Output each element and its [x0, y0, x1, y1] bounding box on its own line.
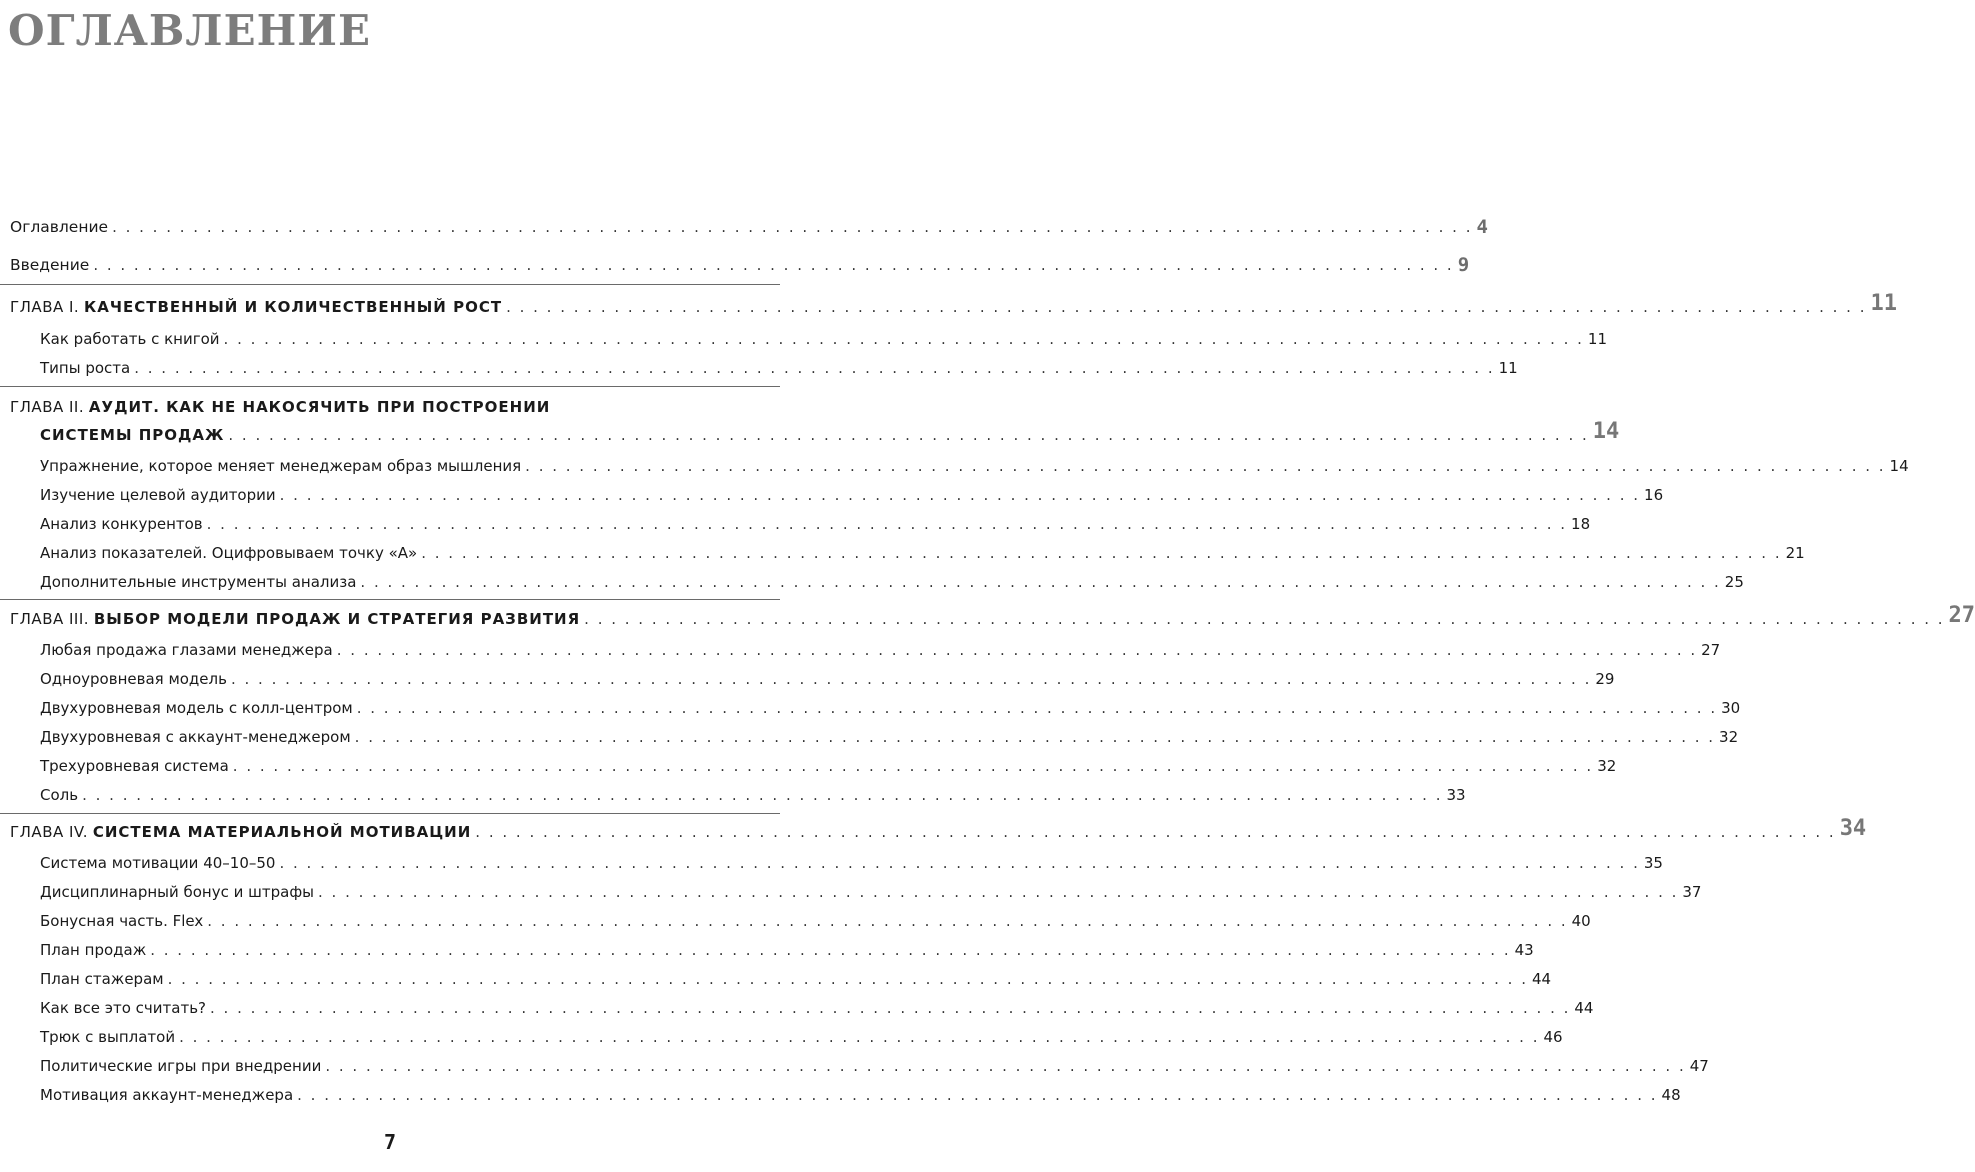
section-label: Изучение целевой аудитории	[40, 486, 276, 504]
dot-leader: . . . . . . . . . . . . . . . . . . . . . . . . . . . . . . . . . . . . . . . . . . . . . . . . . . . . . . . . . . . . . . . . . . . . . . . . . . . . . . . . . . . . . . . . . . . . . . . . . . . . .	[82, 786, 1443, 804]
section-page: 35	[1643, 854, 1663, 872]
dot-leader: . . . . . . . . . . . . . . . . . . . . . . . . . . . . . . . . . . . . . . . . . . . . . . . . . . . . . . . . . . . . . . . . . . . . . . . . . . . . . . . . . . . . . . . . . . . . . . . . . . . . .	[167, 970, 1528, 988]
toc-section[interactable]	[0, 1022, 1563, 1046]
section-label: Любая продажа глазами менеджера	[40, 641, 333, 659]
toc-entry-page: 4	[1476, 216, 1488, 238]
dot-leader: . . . . . . . . . . . . . . . . . . . . . . . . . . . . . . . . . . . . . . . . . . . . . . . . . . . . . . . . . . . . . . . . . . . . . . . . . . . . . . . . . . . . . . . . . . . . . . . . . . . . .	[232, 757, 1594, 775]
section-label: Мотивация аккаунт-менеджера	[40, 1086, 294, 1104]
dot-leader: . . . . . . . . . . . . . . . . . . . . . . . . . . . . . . . . . . . . . . . . . . . . . . . . . . . . . . . . . . . . . . . . . . . . . . . . . . . . . . . . . . . . . . . . . . . . . . . . . . . . .	[223, 330, 1584, 348]
dot-leader: . . . . . . . . . . . . . . . . . . . . . . . . . . . . . . . . . . . . . . . . . . . . . . . . . . . . . . . . . . . . . . . . . . . . . . . . . . . . . . . . . . . . . . . . . . . . . . . . . . . . .	[279, 854, 1640, 872]
section-page: 47	[1689, 1057, 1709, 1075]
chapter-title: СИСТЕМА МАТЕРИАЛЬНОЙ МОТИВАЦИИ	[92, 823, 472, 841]
section-page: 43	[1514, 941, 1534, 959]
dot-leader: . . . . . . . . . . . . . . . . . . . . . . . . . . . . . . . . . . . . . . . . . . . . . . . . . . . . . . . . . . . . . . . . . . . . . . . . . . . . . . . . . . . . . . . . . . . . . . . . . . . . .	[228, 426, 1589, 444]
section-label: Одноуровневая модель	[40, 670, 227, 688]
section-label: План продаж	[40, 941, 147, 959]
chapter-title: АУДИТ. КАК НЕ НАКОСЯЧИТЬ ПРИ ПОСТРОЕНИИ	[88, 398, 551, 416]
toc-chapter-2[interactable]	[0, 419, 1620, 444]
toc-entry-label: Введение	[10, 256, 90, 274]
section-page: 14	[1889, 457, 1909, 475]
toc-section[interactable]	[0, 877, 1702, 901]
dot-leader: . . . . . . . . . . . . . . . . . . . . . . . . . . . . . . . . . . . . . . . . . . . . . . . . . . . . . . . . . . . . . . . . . . . . . . . . . . . . . . . . . . . . . . . . . . . . . . . . . . . . .	[336, 641, 1698, 659]
dot-leader: . . . . . . . . . . . . . . . . . . . . . . . . . . . . . . . . . . . . . . . . . . . . . . . . . . . . . . . . . . . . . . . . . . . . . . . . . . . . . . . . . . . . . . . . . . . . . . . . . . . . .	[475, 823, 1836, 841]
toc-section[interactable]	[0, 1051, 1709, 1075]
dot-leader: . . . . . . . . . . . . . . . . . . . . . . . . . . . . . . . . . . . . . . . . . . . . . . . . . . . . . . . . . . . . . . . . . . . . . . . . . . . . . . . . . . . . . . . . . . . . . . . . . . . . .	[325, 1057, 1686, 1075]
section-label: Политические игры при внедрении	[40, 1057, 322, 1075]
section-page: 25	[1724, 573, 1744, 591]
section-label: Упражнение, которое меняет менеджерам образ мышления	[40, 457, 522, 475]
dot-leader: . . . . . . . . . . . . . . . . . . . . . . . . . . . . . . . . . . . . . . . . . . . . . . . . . . . . . . . . . . . . . . . . . . . . . . . . . . . . . . . . . . . . . . . . . . . . . . . . . . . . .	[354, 728, 1716, 746]
dot-leader: . . . . . . . . . . . . . . . . . . . . . . . . . . . . . . . . . . . . . . . . . . . . . . . . . . . . . . . . . . . . . . . . . . . . . . . . . . . . . . . . . . . . . . . . . . . . . . . . . . . . .	[150, 941, 1511, 959]
toc-section[interactable]	[0, 722, 1739, 746]
dot-leader: . . . . . . . . . . . . . . . . . . . . . . . . . . . . . . . . . . . . . . . . . . . . . . . . . . . . . . . . . . . . . . . . . . . . . . . . . . . . . . . . . . . . . . . . . . . . . . . . . . . . .	[112, 218, 1473, 236]
section-label: Типы роста	[40, 359, 131, 377]
dot-leader: . . . . . . . . . . . . . . . . . . . . . . . . . . . . . . . . . . . . . . . . . . . . . . . . . . . . . . . . . . . . . . . . . . . . . . . . . . . . . . . . . . . . . . . . . . . . . . . . . . . . .	[356, 699, 1718, 717]
dot-leader: . . . . . . . . . . . . . . . . . . . . . . . . . . . . . . . . . . . . . . . . . . . . . . . . . . . . . . . . . . . . . . . . . . . . . . . . . . . . . . . . . . . . . . . . . . . . . . . . . . . . .	[421, 544, 1782, 562]
chapter-page: 14	[1592, 419, 1620, 444]
toc-entry-contents[interactable]	[0, 212, 1488, 238]
dot-leader: . . . . . . . . . . . . . . . . . . . . . . . . . . . . . . . . . . . . . . . . . . . . . . . . . . . . . . . . . . . . . . . . . . . . . . . . . . . . . . . . . . . . . . . . . . . . . . . . . . . . .	[525, 457, 1886, 475]
page-title: ОГЛАВЛЕНИЕ	[8, 6, 371, 55]
chapter-divider	[0, 284, 780, 285]
toc-entry-page: 9	[1457, 254, 1470, 276]
section-page: 30	[1721, 699, 1741, 717]
toc-section[interactable]	[0, 693, 1741, 717]
page-number: 7	[383, 1130, 397, 1154]
dot-leader: . . . . . . . . . . . . . . . . . . . . . . . . . . . . . . . . . . . . . . . . . . . . . . . . . . . . . . . . . . . . . . . . . . . . . . . . . . . . . . . . . . . . . . . . . . . . . . . . . . . . .	[230, 670, 1592, 688]
section-label: Как работать с книгой	[40, 330, 220, 348]
toc-chapter-2-line1[interactable]	[0, 392, 780, 416]
chapter-title-continued: СИСТЕМЫ ПРОДАЖ	[40, 426, 225, 444]
section-label: Трехуровневая система	[40, 757, 229, 775]
section-page: 44	[1574, 999, 1594, 1017]
toc-chapter-1[interactable]	[0, 291, 1897, 316]
toc-section[interactable]	[0, 1080, 1681, 1104]
section-page: 11	[1498, 359, 1518, 377]
section-label: Анализ конкурентов	[40, 515, 203, 533]
section-page: 18	[1571, 515, 1591, 533]
section-label: Соль	[40, 786, 79, 804]
toc-section[interactable]	[0, 353, 1518, 377]
chapter-number: ГЛАВА I.	[10, 298, 80, 316]
toc-section[interactable]	[0, 751, 1617, 775]
chapter-number: ГЛАВА II.	[10, 398, 85, 416]
toc-section[interactable]	[0, 964, 1552, 988]
chapter-title: КАЧЕСТВЕННЫЙ И КОЛИЧЕСТВЕННЫЙ РОСТ	[83, 298, 503, 316]
toc-section[interactable]	[0, 635, 1721, 659]
toc-section[interactable]	[0, 567, 1744, 591]
section-label: Дисциплинарный бонус и штрафы	[40, 883, 314, 901]
dot-leader: . . . . . . . . . . . . . . . . . . . . . . . . . . . . . . . . . . . . . . . . . . . . . . . . . . . . . . . . . . . . . . . . . . . . . . . . . . . . . . . . . . . . . . . . . . . . . . . . . . . . .	[179, 1028, 1540, 1046]
section-page: 21	[1785, 544, 1805, 562]
section-label: Двухуровневая с аккаунт-менеджером	[40, 728, 351, 746]
toc-section[interactable]	[0, 480, 1664, 504]
toc-section[interactable]	[0, 993, 1594, 1017]
section-label: Двухуровневая модель с колл-центром	[40, 699, 353, 717]
toc-section[interactable]	[0, 664, 1615, 688]
toc-chapter-4[interactable]	[0, 816, 1867, 841]
section-page: 37	[1682, 883, 1702, 901]
chapter-page: 34	[1839, 816, 1867, 841]
chapter-number: ГЛАВА III.	[10, 610, 90, 628]
dot-leader: . . . . . . . . . . . . . . . . . . . . . . . . . . . . . . . . . . . . . . . . . . . . . . . . . . . . . . . . . . . . . . . . . . . . . . . . . . . . . . . . . . . . . . . . . . . . . . . . . . . . .	[210, 999, 1571, 1017]
toc-section[interactable]	[0, 538, 1805, 562]
chapter-heading	[0, 823, 471, 841]
chapter-heading	[0, 610, 580, 628]
dot-leader: . . . . . . . . . . . . . . . . . . . . . . . . . . . . . . . . . . . . . . . . . . . . . . . . . . . . . . . . . . . . . . . . . . . . . . . . . . . . . . . . . . . . . . . . . . . . . . . . . . . . .	[207, 912, 1568, 930]
toc-section[interactable]	[0, 451, 1909, 475]
chapter-title: ВЫБОР МОДЕЛИ ПРОДАЖ И СТРАТЕГИЯ РАЗВИТИЯ	[93, 610, 581, 628]
toc-section[interactable]	[0, 906, 1591, 930]
section-page: 44	[1531, 970, 1552, 988]
section-label: Система мотивации 40–10–50	[40, 854, 276, 872]
section-label: Анализ показателей. Оцифровываем точку «А»	[40, 544, 418, 562]
section-page: 29	[1595, 670, 1615, 688]
dot-leader: . . . . . . . . . . . . . . . . . . . . . . . . . . . . . . . . . . . . . . . . . . . . . . . . . . . . . . . . . . . . . . . . . . . . . . . . . . . . . . . . . . . . . . . . . . . . . . . . . . . . .	[584, 610, 1945, 628]
chapter-heading	[10, 398, 550, 416]
section-page: 40	[1571, 912, 1591, 930]
section-label: Дополнительные инструменты анализа	[40, 573, 357, 591]
dot-leader: . . . . . . . . . . . . . . . . . . . . . . . . . . . . . . . . . . . . . . . . . . . . . . . . . . . . . . . . . . . . . . . . . . . . . . . . . . . . . . . . . . . . . . . . . . . . . . . . . . . . .	[360, 573, 1721, 591]
chapter-heading	[0, 298, 502, 316]
chapter-page: 27	[1948, 603, 1975, 628]
toc-section[interactable]	[0, 509, 1591, 533]
toc-entry-label: Оглавление	[10, 218, 109, 236]
chapter-divider	[0, 599, 780, 600]
toc-section[interactable]	[0, 324, 1608, 348]
chapter-divider	[0, 386, 780, 387]
section-page: 16	[1644, 486, 1664, 504]
dot-leader: . . . . . . . . . . . . . . . . . . . . . . . . . . . . . . . . . . . . . . . . . . . . . . . . . . . . . . . . . . . . . . . . . . . . . . . . . . . . . . . . . . . . . . . . . . . . . . . . . . . . .	[318, 883, 1679, 901]
section-label: План стажерам	[40, 970, 164, 988]
section-page: 46	[1543, 1028, 1563, 1046]
toc-section[interactable]	[0, 935, 1534, 959]
section-page: 11	[1587, 330, 1608, 348]
toc-section[interactable]	[0, 780, 1466, 804]
chapter-divider	[0, 813, 780, 814]
section-page: 27	[1701, 641, 1721, 659]
dot-leader: . . . . . . . . . . . . . . . . . . . . . . . . . . . . . . . . . . . . . . . . . . . . . . . . . . . . . . . . . . . . . . . . . . . . . . . . . . . . . . . . . . . . . . . . . . . . . . . . . . . . .	[134, 359, 1495, 377]
toc-entry-introduction[interactable]	[0, 250, 1470, 276]
section-page: 32	[1597, 757, 1617, 775]
section-page: 48	[1661, 1086, 1681, 1104]
dot-leader: . . . . . . . . . . . . . . . . . . . . . . . . . . . . . . . . . . . . . . . . . . . . . . . . . . . . . . . . . . . . . . . . . . . . . . . . . . . . . . . . . . . . . . . . . . . . . . . . . . . . .	[93, 256, 1454, 274]
section-page: 33	[1446, 786, 1466, 804]
dot-leader: . . . . . . . . . . . . . . . . . . . . . . . . . . . . . . . . . . . . . . . . . . . . . . . . . . . . . . . . . . . . . . . . . . . . . . . . . . . . . . . . . . . . . . . . . . . . . . . . . . . . .	[506, 298, 1867, 316]
dot-leader: . . . . . . . . . . . . . . . . . . . . . . . . . . . . . . . . . . . . . . . . . . . . . . . . . . . . . . . . . . . . . . . . . . . . . . . . . . . . . . . . . . . . . . . . . . . . . . . . . . . . .	[206, 515, 1568, 533]
dot-leader: . . . . . . . . . . . . . . . . . . . . . . . . . . . . . . . . . . . . . . . . . . . . . . . . . . . . . . . . . . . . . . . . . . . . . . . . . . . . . . . . . . . . . . . . . . . . . . . . . . . . .	[297, 1086, 1658, 1104]
section-label: Бонусная часть. Flex	[40, 912, 204, 930]
chapter-page: 11	[1870, 291, 1897, 316]
toc-section[interactable]	[0, 848, 1663, 872]
toc-chapter-3[interactable]	[0, 603, 1975, 628]
section-label: Как все это считать?	[40, 999, 206, 1017]
section-label: Трюк с выплатой	[40, 1028, 176, 1046]
chapter-number: ГЛАВА IV.	[10, 823, 89, 841]
section-page: 32	[1719, 728, 1739, 746]
dot-leader: . . . . . . . . . . . . . . . . . . . . . . . . . . . . . . . . . . . . . . . . . . . . . . . . . . . . . . . . . . . . . . . . . . . . . . . . . . . . . . . . . . . . . . . . . . . . . . . . . . . . .	[279, 486, 1641, 504]
